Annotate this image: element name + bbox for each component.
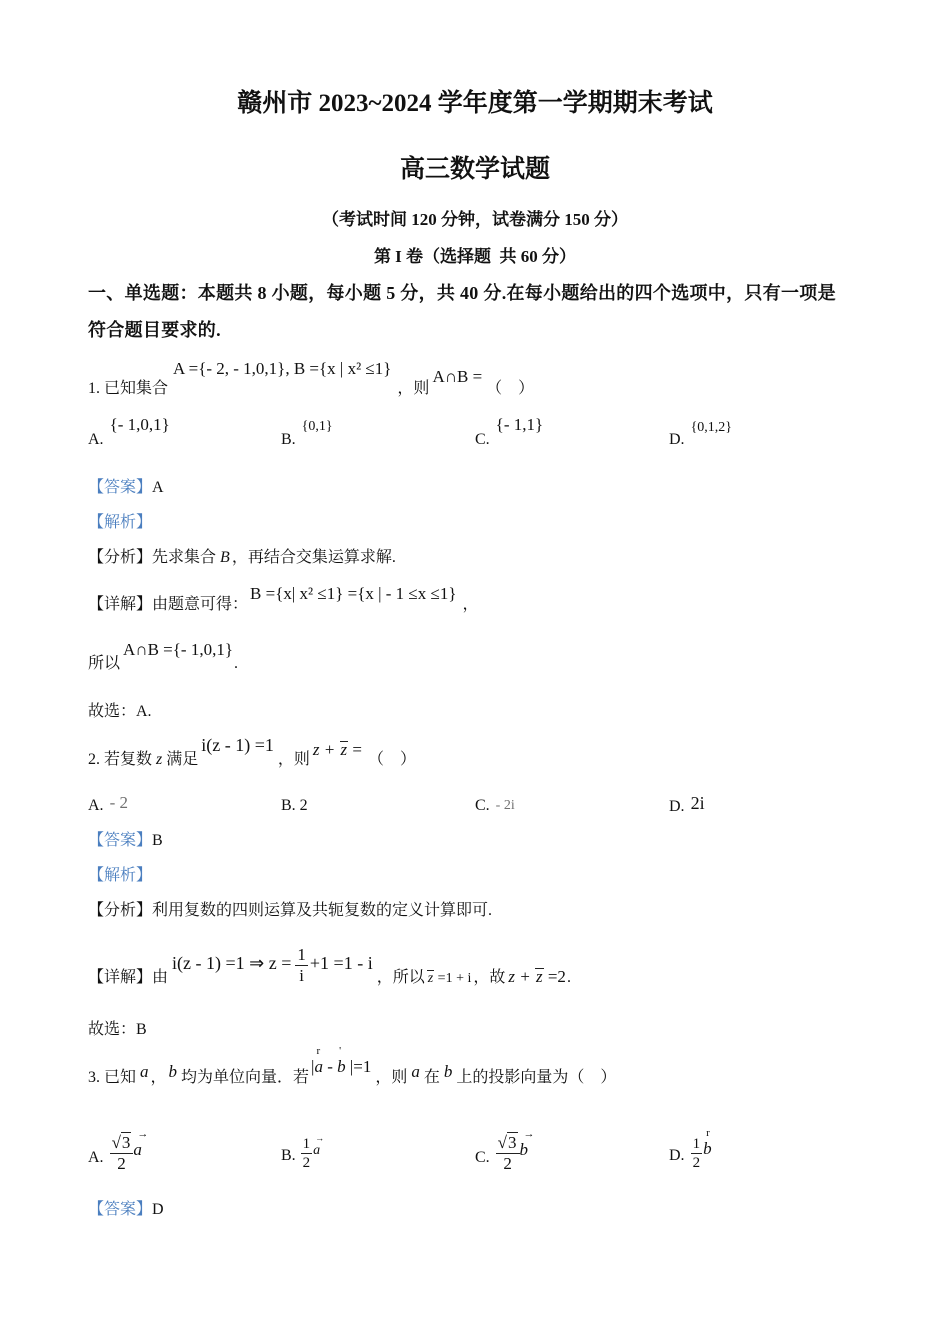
q2-option-a-value: - 2 [109,793,128,812]
q1-analysis-pre: 先求集合 [152,549,217,566]
analysis-label: 【分析】 [88,549,153,566]
q1-option-b-letter: B. [281,431,296,448]
answer-label: 【答案】 [88,832,153,849]
volume-heading: 第 I 卷（选择题 共 60 分） [373,247,577,266]
q3-option-b-fraction [301,1136,313,1171]
q3-stem-on: 在 [423,1069,440,1086]
q1-solution-label: 【解析】 [88,514,153,531]
q3-stem [88,1045,617,1089]
q2-conjugate-math [427,969,472,989]
q3-option-a-vector [133,1128,149,1160]
abs-close: |=1 [349,1057,372,1076]
fraction-numerator: 1 [297,945,306,964]
fraction-denominator: 2 [503,1154,512,1173]
fraction-denominator: 2 [117,1154,126,1173]
answer-label: 【答案】 [88,479,153,496]
q2-detail-end: . [566,969,571,987]
q1-so-suffix: . [233,655,238,672]
q3-option-c [475,1128,535,1178]
q1-option-d [669,420,733,451]
vector-arrow: r [706,1127,710,1140]
q2-option-a-letter: A. [88,797,104,814]
q3-stem-mid: 均为单位向量．若 [181,1069,310,1086]
minus-sign: - [327,1057,333,1076]
q1-detail-line [88,584,479,616]
q3-comma: ， [150,1069,167,1086]
q2-answer-line [88,830,163,852]
conjugate-value: =1 + i [437,971,472,987]
q3-vector-b: b [168,1062,178,1081]
q2-option-c-letter: C. [475,797,490,814]
q1-answer-blank: （ ） [486,380,535,397]
q2-detail-lhs-math: i(z - 1) =1 ⇒ z = [172,953,292,974]
q2-stem [88,735,416,771]
radical-sign: √ [111,1133,121,1152]
q2-option-a [88,795,128,817]
q1-option-b [281,419,333,451]
q3-vector-a: a [140,1062,149,1081]
q2-analysis-text: 利用复数的四则运算及共轭复数的定义计算即可. [152,902,493,919]
vector-arrow: → [523,1128,535,1141]
q2-detail-rhs-math: +1 =1 - i [309,953,373,974]
q3-stem-then: ，则 [375,1069,408,1086]
vector-arrow: → [137,1128,149,1141]
q3-answer-value: D [152,1201,164,1218]
result-lhs: z + [508,967,531,987]
vector-arrow: → [315,1133,325,1144]
q1-option-d-letter: D. [669,431,685,448]
q1-analysis-post: ，再结合交集运算求解. [231,549,396,566]
abs-open: | [311,1057,315,1076]
result-conjugate: z [535,967,543,987]
q1-option-a-value: {- 1,0,1} [109,415,170,434]
q3-option-d-fraction [691,1136,703,1171]
q1-option-c-letter: C. [475,431,490,448]
vector-a-with-arrow [314,1045,323,1077]
q2-stem-variable: z [156,751,163,768]
q2-option-b-letter: B. [281,797,296,814]
vector-arrow: r [316,1045,321,1057]
q2-stem-then: ，则 [277,751,310,768]
fraction-numerator [496,1134,520,1154]
q1-detail-prefix: 由题意可得： [152,596,249,613]
vector-variable: a [313,1143,321,1159]
detail-label: 【详解】 [88,969,153,987]
fraction-numerator: 1 [302,1136,311,1152]
q3-answer-line [88,1199,164,1221]
q3-vector-b-repeat: b [443,1062,453,1081]
vector-variable: b [519,1140,529,1160]
q2-option-b [281,795,308,817]
q1-analysis-variable: B [220,549,230,566]
radicand: 3 [121,1133,131,1152]
q1-stem [88,359,535,400]
q3-option-d-vector [703,1127,712,1159]
fraction-numerator: 1 [692,1136,701,1152]
fraction-denominator: i [299,966,304,985]
q1-option-b-value: {0,1} [301,419,333,434]
section-heading-line-1: 一、单选题：本题共 8 小题，每小题 5 分，共 40 分.在每小题给出的四个选项中，只有一项是 [88,283,836,303]
q2-answer-blank: （ ） [367,751,416,768]
q2-choose-line: 故选：B [88,1021,147,1038]
q1-option-a-letter: A. [88,431,104,448]
q2-stem-mid: 满足 [166,751,199,768]
q1-option-c [475,415,544,451]
q1-intersection-math: A∩B = [432,367,483,386]
result-value: =2 [547,967,566,987]
q2-sum-math [313,740,362,760]
q1-answer-value: A [152,479,164,496]
section-heading-line-2: 符合题目要求的. [88,320,221,340]
q1-conclusion-math: A∩B ={- 1,0,1} [123,640,233,659]
q2-solution-label: 【解析】 [88,867,153,884]
q2-result-math [508,967,566,987]
q3-option-b [281,1133,325,1174]
q1-detail-suffix: ， [462,596,479,613]
q2-option-d-letter: D. [669,798,685,815]
q1-detail-math: B ={x| x² ≤1} ={x | - 1 ≤x ≤1} [250,584,457,603]
q3-option-b-vector [313,1133,325,1161]
fraction-denominator: 2 [692,1155,701,1171]
q1-answer-line [88,477,164,499]
q3-stem-tail: 上的投影向量为（ ） [456,1069,617,1086]
q1-stem-prefix: 1. 已知集合 [88,380,169,397]
q2-sum-lhs: z + [312,740,336,759]
q2-detail-thus: ，故 [473,969,506,987]
conjugate-variable: z [427,971,434,987]
q2-option-d [669,795,705,818]
q3-option-a-fraction [110,1134,134,1173]
q2-answer-value: B [152,832,163,849]
vector-variable: a [314,1057,323,1076]
q3-option-c-fraction [496,1134,520,1173]
q2-detail-fraction [295,946,308,985]
vector-b-with-arrow [337,1045,346,1077]
q2-condition-math: i(z - 1) =1 [201,735,274,755]
q1-so-prefix: 所以 [88,655,121,672]
q2-stem-prefix: 2. 若复数 [88,751,153,768]
q2-option-d-value: 2i [690,793,705,813]
q3-option-d [669,1127,712,1174]
vector-arrow: ' [339,1045,342,1057]
q1-analysis-line [88,547,396,569]
vector-variable: b [703,1139,712,1159]
q3-option-c-letter: C. [475,1149,490,1167]
q3-option-c-vector [519,1128,535,1160]
q3-vector-a-repeat: a [411,1062,420,1081]
q1-set-definitions-math: A ={- 2, - 1,0,1}, B ={x | x² ≤1} [173,359,392,378]
q3-stem-prefix: 3. 已知 [88,1069,137,1086]
q3-option-b-letter: B. [281,1147,296,1165]
vector-variable: b [337,1057,346,1076]
q1-choose-line: 故选：A. [88,703,152,720]
q2-detail-so: ，所以 [376,969,425,987]
exam-subtitle: 高三数学试题 [399,156,550,183]
q1-option-d-value: {0,1,2} [690,420,733,435]
answer-label: 【答案】 [88,1201,153,1218]
q1-stem-then: ，则 [397,380,430,397]
q2-sum-equals: = [352,740,362,759]
q2-option-b-value: 2 [299,797,308,814]
vector-variable: a [133,1140,142,1160]
q1-option-a [88,415,170,451]
exam-title: 赣州市 2023~2024 学年度第一学期期末考试 [237,90,713,117]
fraction-numerator [110,1134,134,1154]
q2-detail-line [88,945,571,998]
q2-option-c [475,795,515,817]
q3-option-a-letter: A. [88,1149,104,1167]
q1-conclusion-line [88,640,238,675]
detail-label: 【详解】 [88,596,153,613]
q2-option-c-value: - 2i [495,798,515,813]
q2-sum-conjugate: z [340,740,348,759]
q2-detail-prefix: 由 [152,969,169,987]
q3-option-d-letter: D. [669,1147,685,1165]
q1-option-c-value: {- 1,1} [495,415,544,434]
analysis-label: 【分析】 [88,902,153,919]
fraction-denominator: 2 [302,1155,311,1171]
radicand: 3 [508,1133,517,1152]
exam-info: （考试时间 120 分钟，试卷满分 150 分） [322,210,628,229]
radical-sign: √ [497,1133,508,1152]
q2-analysis-line [88,900,492,922]
q3-norm-condition-math [311,1045,372,1077]
q3-option-a [88,1128,149,1178]
